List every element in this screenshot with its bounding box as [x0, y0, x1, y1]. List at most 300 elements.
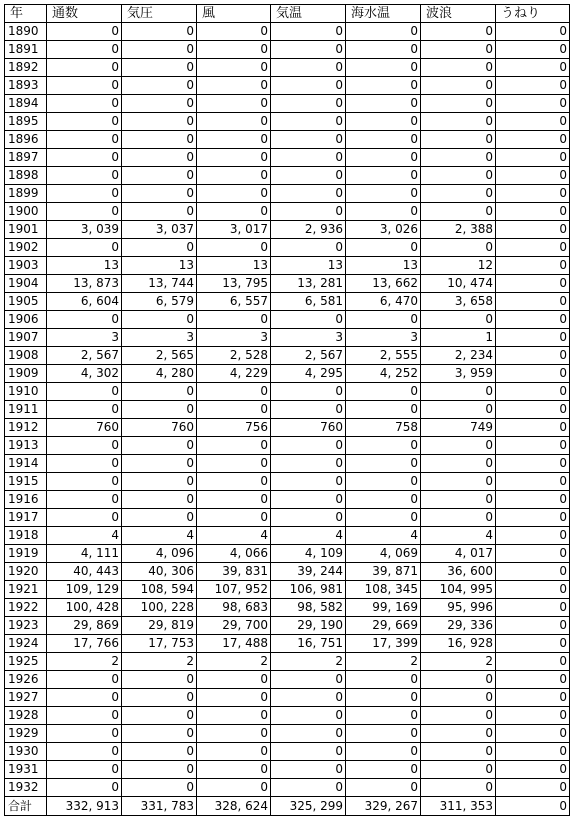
- value-cell: 40, 443: [47, 563, 122, 581]
- value-cell: 0: [122, 725, 197, 743]
- year-cell: 1917: [5, 509, 47, 527]
- value-cell: 0: [346, 77, 421, 95]
- value-cell: 0: [346, 311, 421, 329]
- value-cell: 0: [421, 41, 496, 59]
- value-cell: 749: [421, 419, 496, 437]
- value-cell: 0: [197, 455, 271, 473]
- value-cell: 0: [496, 203, 570, 221]
- table-row: [5, 689, 570, 707]
- value-cell: 0: [496, 707, 570, 725]
- value-cell: 2: [346, 653, 421, 671]
- total-cell: 329, 267: [346, 797, 421, 816]
- table-row: [5, 725, 570, 743]
- value-cell: 0: [122, 113, 197, 131]
- value-cell: 108, 594: [122, 581, 197, 599]
- value-cell: 0: [346, 239, 421, 257]
- value-cell: 1: [421, 329, 496, 347]
- value-cell: 0: [271, 131, 346, 149]
- value-cell: 13, 795: [197, 275, 271, 293]
- value-cell: 0: [122, 41, 197, 59]
- value-cell: 0: [346, 743, 421, 761]
- value-cell: 758: [346, 419, 421, 437]
- table-row: [5, 617, 570, 635]
- value-cell: 0: [496, 293, 570, 311]
- total-cell: 332, 913: [47, 797, 122, 816]
- year-cell: 1932: [5, 779, 47, 797]
- total-cell: 325, 299: [271, 797, 346, 816]
- value-cell: 0: [122, 239, 197, 257]
- header-pressure: 気圧: [122, 5, 197, 23]
- value-cell: 4: [122, 527, 197, 545]
- value-cell: 0: [271, 671, 346, 689]
- year-cell: 1893: [5, 77, 47, 95]
- value-cell: 0: [122, 149, 197, 167]
- value-cell: 0: [346, 41, 421, 59]
- value-cell: 0: [496, 455, 570, 473]
- value-cell: 3, 658: [421, 293, 496, 311]
- value-cell: 3: [122, 329, 197, 347]
- table-row: [5, 581, 570, 599]
- value-cell: 0: [122, 743, 197, 761]
- value-cell: 3, 026: [346, 221, 421, 239]
- value-cell: 4, 302: [47, 365, 122, 383]
- value-cell: 6, 579: [122, 293, 197, 311]
- total-cell: 0: [496, 797, 570, 816]
- value-cell: 0: [421, 491, 496, 509]
- table-row: [5, 113, 570, 131]
- value-cell: 0: [421, 185, 496, 203]
- value-cell: 6, 557: [197, 293, 271, 311]
- value-cell: 0: [197, 707, 271, 725]
- value-cell: 0: [346, 509, 421, 527]
- value-cell: 0: [197, 401, 271, 419]
- value-cell: 0: [496, 617, 570, 635]
- value-cell: 0: [271, 113, 346, 131]
- value-cell: 29, 869: [47, 617, 122, 635]
- value-cell: 0: [197, 167, 271, 185]
- value-cell: 0: [496, 671, 570, 689]
- value-cell: 0: [197, 437, 271, 455]
- value-cell: 13: [47, 257, 122, 275]
- value-cell: 2, 567: [47, 347, 122, 365]
- value-cell: 0: [47, 743, 122, 761]
- table-row: [5, 455, 570, 473]
- header-row: [5, 5, 570, 23]
- value-cell: 29, 819: [122, 617, 197, 635]
- value-cell: 0: [421, 149, 496, 167]
- value-cell: 99, 169: [346, 599, 421, 617]
- value-cell: 0: [496, 149, 570, 167]
- value-cell: 0: [197, 491, 271, 509]
- table-row: [5, 635, 570, 653]
- value-cell: 17, 488: [197, 635, 271, 653]
- value-cell: 0: [496, 725, 570, 743]
- value-cell: 0: [346, 401, 421, 419]
- year-cell: 1916: [5, 491, 47, 509]
- value-cell: 0: [197, 95, 271, 113]
- year-cell: 1930: [5, 743, 47, 761]
- value-cell: 0: [122, 689, 197, 707]
- value-cell: 0: [496, 311, 570, 329]
- table-row: [5, 527, 570, 545]
- value-cell: 0: [496, 545, 570, 563]
- year-cell: 1900: [5, 203, 47, 221]
- value-cell: 0: [421, 167, 496, 185]
- value-cell: 0: [47, 203, 122, 221]
- value-cell: 4: [271, 527, 346, 545]
- table-row: [5, 509, 570, 527]
- year-cell: 1891: [5, 41, 47, 59]
- value-cell: 0: [496, 491, 570, 509]
- value-cell: 0: [122, 23, 197, 41]
- value-cell: 0: [271, 455, 346, 473]
- value-cell: 2, 936: [271, 221, 346, 239]
- value-cell: 0: [346, 689, 421, 707]
- table-row: [5, 473, 570, 491]
- value-cell: 0: [47, 77, 122, 95]
- year-cell: 1920: [5, 563, 47, 581]
- value-cell: 0: [271, 23, 346, 41]
- table-row: [5, 167, 570, 185]
- value-cell: 0: [496, 41, 570, 59]
- value-cell: 3: [346, 329, 421, 347]
- value-cell: 3: [271, 329, 346, 347]
- value-cell: 0: [47, 473, 122, 491]
- value-cell: 4, 109: [271, 545, 346, 563]
- value-cell: 0: [47, 311, 122, 329]
- value-cell: 0: [346, 455, 421, 473]
- value-cell: 0: [122, 671, 197, 689]
- table-row: [5, 419, 570, 437]
- value-cell: 0: [197, 113, 271, 131]
- value-cell: 0: [421, 743, 496, 761]
- total-row: [5, 797, 570, 816]
- value-cell: 4, 295: [271, 365, 346, 383]
- table-row: [5, 221, 570, 239]
- year-cell: 1928: [5, 707, 47, 725]
- value-cell: 0: [271, 725, 346, 743]
- value-cell: 3, 039: [47, 221, 122, 239]
- value-cell: 0: [271, 311, 346, 329]
- table-row: [5, 77, 570, 95]
- value-cell: 17, 766: [47, 635, 122, 653]
- value-cell: 0: [421, 509, 496, 527]
- value-cell: 4: [421, 527, 496, 545]
- value-cell: 0: [496, 779, 570, 797]
- value-cell: 4: [47, 527, 122, 545]
- value-cell: 0: [47, 59, 122, 77]
- table-row: [5, 59, 570, 77]
- value-cell: 0: [271, 77, 346, 95]
- total-cell: 331, 783: [122, 797, 197, 816]
- table-row: [5, 491, 570, 509]
- value-cell: 39, 244: [271, 563, 346, 581]
- value-cell: 0: [421, 707, 496, 725]
- table-row: [5, 383, 570, 401]
- value-cell: 0: [421, 113, 496, 131]
- value-cell: 0: [47, 185, 122, 203]
- total-label: 合計: [5, 797, 47, 816]
- year-cell: 1902: [5, 239, 47, 257]
- value-cell: 3: [197, 329, 271, 347]
- value-cell: 0: [47, 149, 122, 167]
- value-cell: 0: [496, 401, 570, 419]
- table-row: [5, 365, 570, 383]
- value-cell: 0: [122, 383, 197, 401]
- value-cell: 4, 069: [346, 545, 421, 563]
- value-cell: 0: [197, 743, 271, 761]
- value-cell: 0: [346, 779, 421, 797]
- value-cell: 95, 996: [421, 599, 496, 617]
- value-cell: 0: [271, 239, 346, 257]
- value-cell: 106, 981: [271, 581, 346, 599]
- value-cell: 0: [271, 779, 346, 797]
- year-cell: 1914: [5, 455, 47, 473]
- table-row: [5, 23, 570, 41]
- value-cell: 0: [496, 419, 570, 437]
- value-cell: 0: [421, 383, 496, 401]
- value-cell: 0: [197, 761, 271, 779]
- year-cell: 1929: [5, 725, 47, 743]
- value-cell: 0: [197, 185, 271, 203]
- year-cell: 1908: [5, 347, 47, 365]
- value-cell: 104, 995: [421, 581, 496, 599]
- table-row: [5, 599, 570, 617]
- value-cell: 0: [197, 131, 271, 149]
- table-row: [5, 761, 570, 779]
- table-row: [5, 239, 570, 257]
- value-cell: 0: [496, 743, 570, 761]
- table-body: [5, 23, 570, 797]
- header-count: 通数: [47, 5, 122, 23]
- value-cell: 0: [421, 95, 496, 113]
- value-cell: 0: [271, 95, 346, 113]
- value-cell: 13, 744: [122, 275, 197, 293]
- value-cell: 0: [197, 725, 271, 743]
- value-cell: 0: [496, 239, 570, 257]
- value-cell: 0: [496, 635, 570, 653]
- value-cell: 0: [496, 167, 570, 185]
- table-row: [5, 41, 570, 59]
- value-cell: 0: [122, 761, 197, 779]
- value-cell: 29, 190: [271, 617, 346, 635]
- value-cell: 0: [421, 77, 496, 95]
- value-cell: 4, 096: [122, 545, 197, 563]
- table-row: [5, 149, 570, 167]
- year-cell: 1895: [5, 113, 47, 131]
- value-cell: 0: [271, 509, 346, 527]
- value-cell: 0: [47, 23, 122, 41]
- value-cell: 13, 281: [271, 275, 346, 293]
- value-cell: 0: [47, 437, 122, 455]
- value-cell: 0: [47, 509, 122, 527]
- value-cell: 0: [47, 491, 122, 509]
- value-cell: 0: [496, 347, 570, 365]
- value-cell: 2, 567: [271, 347, 346, 365]
- table-row: [5, 293, 570, 311]
- value-cell: 0: [496, 113, 570, 131]
- value-cell: 16, 751: [271, 635, 346, 653]
- value-cell: 0: [496, 473, 570, 491]
- value-cell: 0: [271, 167, 346, 185]
- value-cell: 0: [271, 41, 346, 59]
- value-cell: 0: [47, 41, 122, 59]
- value-cell: 0: [421, 59, 496, 77]
- value-cell: 0: [496, 329, 570, 347]
- value-cell: 0: [197, 203, 271, 221]
- value-cell: 0: [421, 473, 496, 491]
- value-cell: 0: [271, 185, 346, 203]
- table-row: [5, 707, 570, 725]
- table-row: [5, 437, 570, 455]
- value-cell: 0: [122, 779, 197, 797]
- value-cell: 2: [421, 653, 496, 671]
- value-cell: 0: [271, 761, 346, 779]
- value-cell: 0: [122, 131, 197, 149]
- table-row: [5, 329, 570, 347]
- year-cell: 1921: [5, 581, 47, 599]
- value-cell: 13: [346, 257, 421, 275]
- value-cell: 4, 252: [346, 365, 421, 383]
- value-cell: 0: [496, 527, 570, 545]
- year-cell: 1924: [5, 635, 47, 653]
- year-cell: 1910: [5, 383, 47, 401]
- value-cell: 0: [122, 473, 197, 491]
- value-cell: 16, 928: [421, 635, 496, 653]
- value-cell: 0: [197, 23, 271, 41]
- value-cell: 760: [271, 419, 346, 437]
- header-air-temp: 気温: [271, 5, 346, 23]
- value-cell: 0: [197, 671, 271, 689]
- value-cell: 0: [421, 761, 496, 779]
- value-cell: 0: [421, 23, 496, 41]
- value-cell: 2: [122, 653, 197, 671]
- value-cell: 0: [122, 509, 197, 527]
- value-cell: 17, 399: [346, 635, 421, 653]
- value-cell: 0: [496, 275, 570, 293]
- value-cell: 4: [197, 527, 271, 545]
- value-cell: 0: [122, 77, 197, 95]
- year-cell: 1899: [5, 185, 47, 203]
- value-cell: 0: [47, 131, 122, 149]
- value-cell: 0: [496, 581, 570, 599]
- value-cell: 0: [346, 95, 421, 113]
- year-cell: 1925: [5, 653, 47, 671]
- value-cell: 39, 831: [197, 563, 271, 581]
- value-cell: 0: [197, 509, 271, 527]
- value-cell: 0: [197, 689, 271, 707]
- value-cell: 0: [421, 203, 496, 221]
- value-cell: 2, 565: [122, 347, 197, 365]
- table-row: [5, 743, 570, 761]
- value-cell: 12: [421, 257, 496, 275]
- value-cell: 0: [122, 167, 197, 185]
- value-cell: 0: [271, 59, 346, 77]
- value-cell: 109, 129: [47, 581, 122, 599]
- value-cell: 2, 388: [421, 221, 496, 239]
- value-cell: 0: [496, 689, 570, 707]
- value-cell: 0: [421, 239, 496, 257]
- value-cell: 13: [197, 257, 271, 275]
- value-cell: 0: [346, 761, 421, 779]
- value-cell: 0: [197, 779, 271, 797]
- value-cell: 0: [346, 167, 421, 185]
- value-cell: 0: [47, 239, 122, 257]
- value-cell: 108, 345: [346, 581, 421, 599]
- year-cell: 1892: [5, 59, 47, 77]
- year-cell: 1904: [5, 275, 47, 293]
- value-cell: 4, 280: [122, 365, 197, 383]
- value-cell: 0: [271, 149, 346, 167]
- value-cell: 0: [496, 761, 570, 779]
- table-row: [5, 653, 570, 671]
- data-table: [4, 4, 570, 816]
- table-row: [5, 401, 570, 419]
- value-cell: 0: [47, 779, 122, 797]
- table-row: [5, 311, 570, 329]
- year-cell: 1898: [5, 167, 47, 185]
- value-cell: 17, 753: [122, 635, 197, 653]
- value-cell: 0: [122, 455, 197, 473]
- value-cell: 0: [421, 689, 496, 707]
- table-row: [5, 95, 570, 113]
- value-cell: 3, 017: [197, 221, 271, 239]
- value-cell: 0: [346, 149, 421, 167]
- value-cell: 756: [197, 419, 271, 437]
- value-cell: 0: [47, 401, 122, 419]
- value-cell: 0: [346, 725, 421, 743]
- value-cell: 0: [496, 599, 570, 617]
- value-cell: 29, 336: [421, 617, 496, 635]
- value-cell: 0: [197, 239, 271, 257]
- value-cell: 0: [122, 707, 197, 725]
- value-cell: 0: [122, 491, 197, 509]
- value-cell: 0: [271, 473, 346, 491]
- year-cell: 1926: [5, 671, 47, 689]
- value-cell: 4, 229: [197, 365, 271, 383]
- year-cell: 1931: [5, 761, 47, 779]
- year-cell: 1922: [5, 599, 47, 617]
- value-cell: 0: [271, 743, 346, 761]
- value-cell: 98, 683: [197, 599, 271, 617]
- value-cell: 0: [47, 113, 122, 131]
- value-cell: 0: [496, 257, 570, 275]
- value-cell: 0: [496, 383, 570, 401]
- value-cell: 0: [496, 23, 570, 41]
- year-cell: 1901: [5, 221, 47, 239]
- value-cell: 0: [421, 779, 496, 797]
- value-cell: 0: [47, 671, 122, 689]
- value-cell: 2, 528: [197, 347, 271, 365]
- value-cell: 6, 581: [271, 293, 346, 311]
- value-cell: 29, 700: [197, 617, 271, 635]
- value-cell: 0: [346, 437, 421, 455]
- table-row: [5, 779, 570, 797]
- value-cell: 13: [122, 257, 197, 275]
- value-cell: 107, 952: [197, 581, 271, 599]
- value-cell: 2: [47, 653, 122, 671]
- value-cell: 2: [271, 653, 346, 671]
- year-cell: 1927: [5, 689, 47, 707]
- value-cell: 0: [197, 77, 271, 95]
- value-cell: 6, 470: [346, 293, 421, 311]
- value-cell: 0: [496, 131, 570, 149]
- year-cell: 1911: [5, 401, 47, 419]
- value-cell: 2: [197, 653, 271, 671]
- value-cell: 0: [346, 203, 421, 221]
- value-cell: 0: [346, 491, 421, 509]
- value-cell: 0: [346, 383, 421, 401]
